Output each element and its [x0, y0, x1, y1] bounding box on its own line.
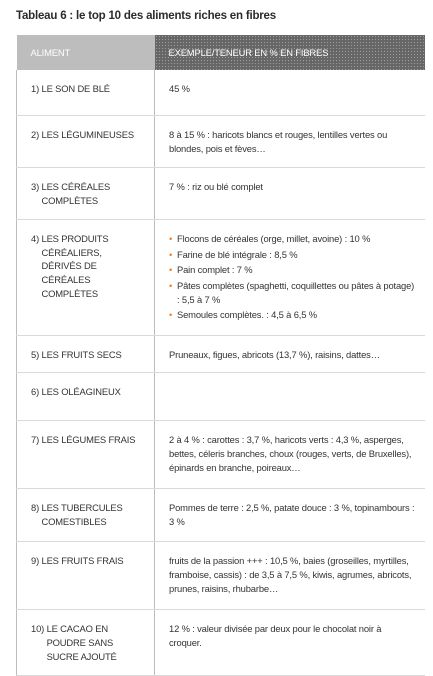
row-number: 10) [31, 623, 47, 635]
food-cell [17, 542, 155, 610]
table-row [17, 220, 425, 336]
food-name: LES LÉGUMINEUSES [41, 129, 134, 140]
food-cell [17, 610, 155, 676]
food-name: LES TUBERCULES COMESTIBLES [41, 502, 123, 527]
food-cell [17, 489, 155, 542]
row-number: 5) [31, 348, 42, 360]
fiber-content: fruits de la passion +++ : 10,5 %, baies (groseilles, myrtilles, framboise, cassis) : de 3,5 à 7,5 %, kiwis, agrumes, abricots, prunes, raisins, rhubarbe… [155, 542, 425, 610]
table-title: Tableau 6 : le top 10 des aliments riches en fibres [16, 10, 276, 22]
food-name: LES CÉRÉALES COMPLÈTES [41, 181, 111, 206]
table-row [17, 335, 425, 373]
column-header-exemple: EXEMPLE/TENEUR EN % EN FIBRES [155, 35, 425, 70]
row-number: 4) [31, 233, 42, 244]
food-cell [17, 116, 155, 168]
column-header-aliment: ALIMENT [17, 35, 155, 70]
food-cell [17, 421, 155, 489]
fiber-content: 7 % : riz ou blé complet [155, 168, 425, 220]
food-name: LES FRUITS SECS [41, 348, 122, 360]
table-row [17, 116, 425, 168]
food-cell [17, 168, 155, 220]
fiber-table [16, 35, 425, 676]
table-header [17, 35, 425, 70]
fiber-content: 12 % : valeur divisée par deux pour le chocolat noir à croquer. [155, 610, 425, 676]
fiber-content: 2 à 4 % : carottes : 3,7 %, haricots verts : 4,3 %, asperges, bettes, céleris branches, choux (rouges, verts, de Bruxelles), épinards en branche, poireaux… [155, 421, 425, 489]
row-number: 1) [31, 83, 42, 94]
row-number: 6) [31, 386, 42, 398]
row-number: 8) [31, 502, 42, 514]
food-name: LE CACAO EN POUDRE SANS SUCRE AJOUTÉ [46, 623, 117, 662]
row-number: 3) [31, 181, 42, 192]
food-cell [17, 220, 155, 336]
fiber-bullet-list [169, 232, 415, 322]
food-name: LES FRUITS FRAIS [41, 555, 124, 567]
table-row [17, 168, 425, 220]
food-cell [17, 373, 155, 421]
row-number: 7) [31, 434, 42, 446]
bullet-item: • Farine de blé intégrale : 8,5 % [169, 248, 415, 262]
food-name: LES PRODUITS CÉRÉALIERS, DÉRIVÉS DE CÉRÉALES COMPLÈTES [41, 233, 109, 299]
row-number: 9) [31, 555, 42, 567]
bullet-item: • Semoules complètes. : 4,5 à 6,5 % [169, 308, 415, 322]
food-name: LES OLÉAGINEUX [41, 386, 121, 398]
table-row [17, 70, 425, 116]
bullet-item: • Flocons de céréales (orge, millet, avoine) : 10 % [169, 232, 415, 246]
table-row [17, 373, 425, 421]
fiber-content: Pruneaux, figues, abricots (13,7 %), raisins, dattes… [155, 335, 425, 373]
table-row [17, 610, 425, 676]
table-body [17, 70, 425, 676]
bullet-item: • Pâtes complètes (spaghetti, coquillettes ou pâtes à potage) : 5,5 à 7 % [169, 279, 415, 306]
row-number: 2) [31, 129, 42, 140]
fiber-content: 45 % [155, 70, 425, 116]
fiber-content: Pommes de terre : 2,5 %, patate douce : 3 %, topinambours : 3 % [155, 489, 425, 542]
food-cell [17, 70, 155, 116]
food-name: LE SON DE BLÉ [41, 83, 110, 94]
food-cell [17, 335, 155, 373]
table-row [17, 542, 425, 610]
food-name: LES LÉGUMES FRAIS [41, 434, 136, 446]
fiber-content [155, 220, 425, 336]
fiber-content [155, 373, 425, 421]
table-row [17, 421, 425, 489]
fiber-content: 8 à 15 % : haricots blancs et rouges, lentilles vertes ou blondes, pois et fèves… [155, 116, 425, 168]
table-row [17, 489, 425, 542]
bullet-item: • Pain complet : 7 % [169, 263, 415, 277]
